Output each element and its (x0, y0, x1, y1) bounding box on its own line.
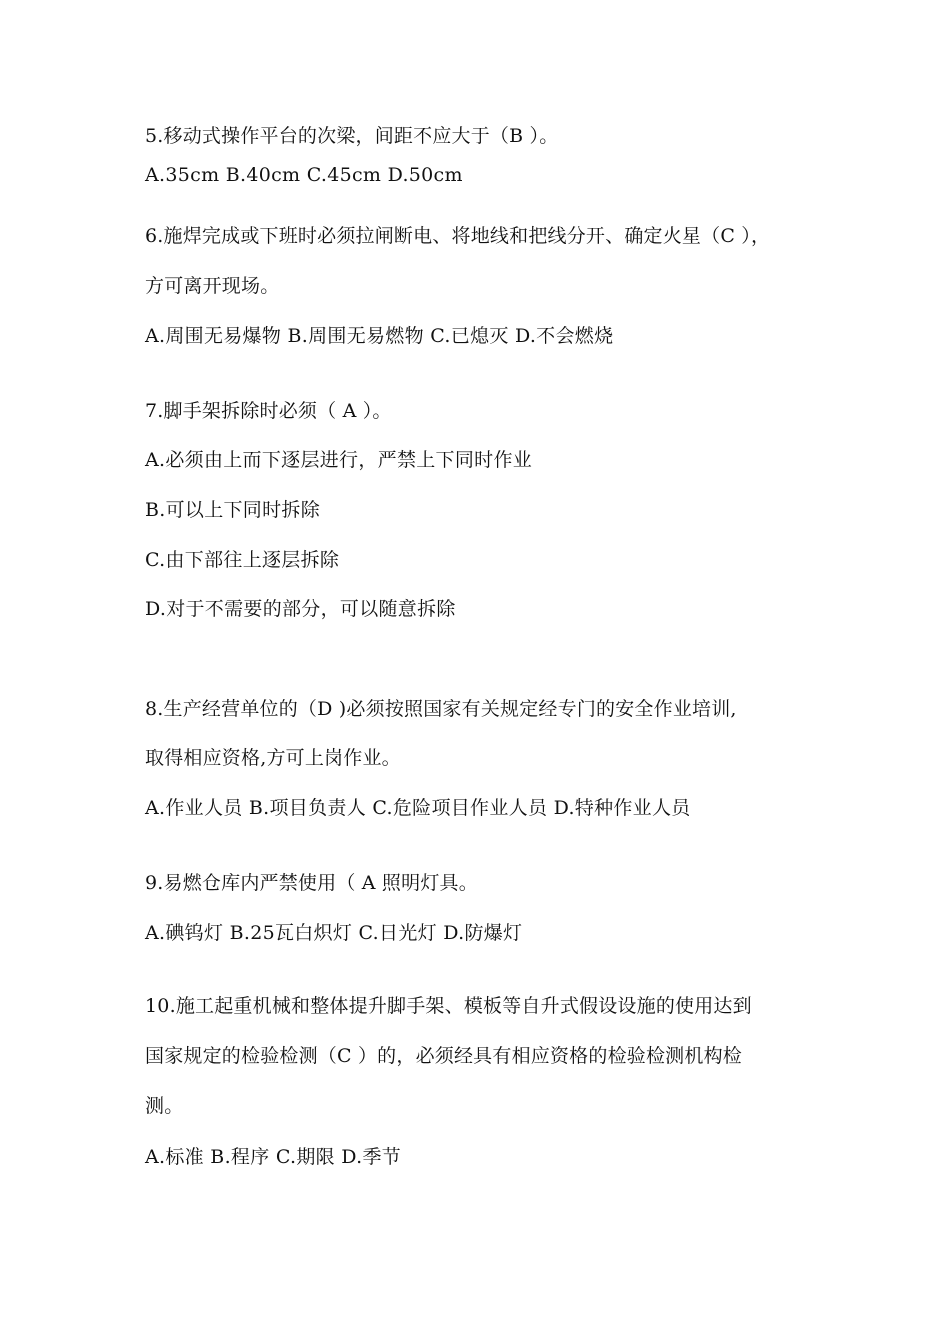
question-8-line-2: 取得相应资格,方可上岗作业。 (145, 747, 401, 769)
question-7-option-c: C.由下部往上逐层拆除 (145, 549, 340, 571)
question-7-line-1: 7.脚手架拆除时必须（ A ）。 (145, 400, 392, 422)
question-9-line-1: 9.易燃仓库内严禁使用（ A 照明灯具。 (145, 872, 478, 894)
question-10-line-1: 10.施工起重机械和整体提升脚手架、模板等自升式假设设施的使用达到 (145, 995, 752, 1017)
question-5-line-1: 5.移动式操作平台的次梁，间距不应大于（B ）。 (145, 125, 559, 147)
question-6-options: A.周围无易爆物 B.周围无易燃物 C.已熄灭 D.不会燃烧 (145, 325, 614, 347)
question-10-line-2: 国家规定的检验检测（C ）的，必须经具有相应资格的检验检测机构检 (145, 1045, 742, 1067)
question-7-option-a: A.必须由上而下逐层进行，严禁上下同时作业 (145, 449, 533, 471)
question-10-line-3: 测。 (145, 1095, 184, 1117)
question-7-option-d: D.对于不需要的部分，可以随意拆除 (145, 598, 456, 620)
question-6-line-1: 6.施焊完成或下班时必须拉闸断电、将地线和把线分开、确定火星（C ）， (145, 225, 771, 247)
question-10-options: A.标准 B.程序 C.期限 D.季节 (145, 1146, 402, 1168)
question-7-option-b: B.可以上下同时拆除 (145, 499, 321, 521)
question-8-options: A.作业人员 B.项目负责人 C.危险项目作业人员 D.特种作业人员 (145, 797, 691, 819)
question-9-options: A.碘钨灯 B.25瓦白炽灯 C.日光灯 D.防爆灯 (145, 922, 523, 944)
question-5-options: A.35cm B.40cm C.45cm D.50cm (145, 164, 463, 186)
question-8-line-1: 8.生产经营单位的（D )必须按照国家有关规定经专门的安全作业培训, (145, 698, 737, 720)
question-6-line-2: 方可离开现场。 (145, 275, 280, 297)
